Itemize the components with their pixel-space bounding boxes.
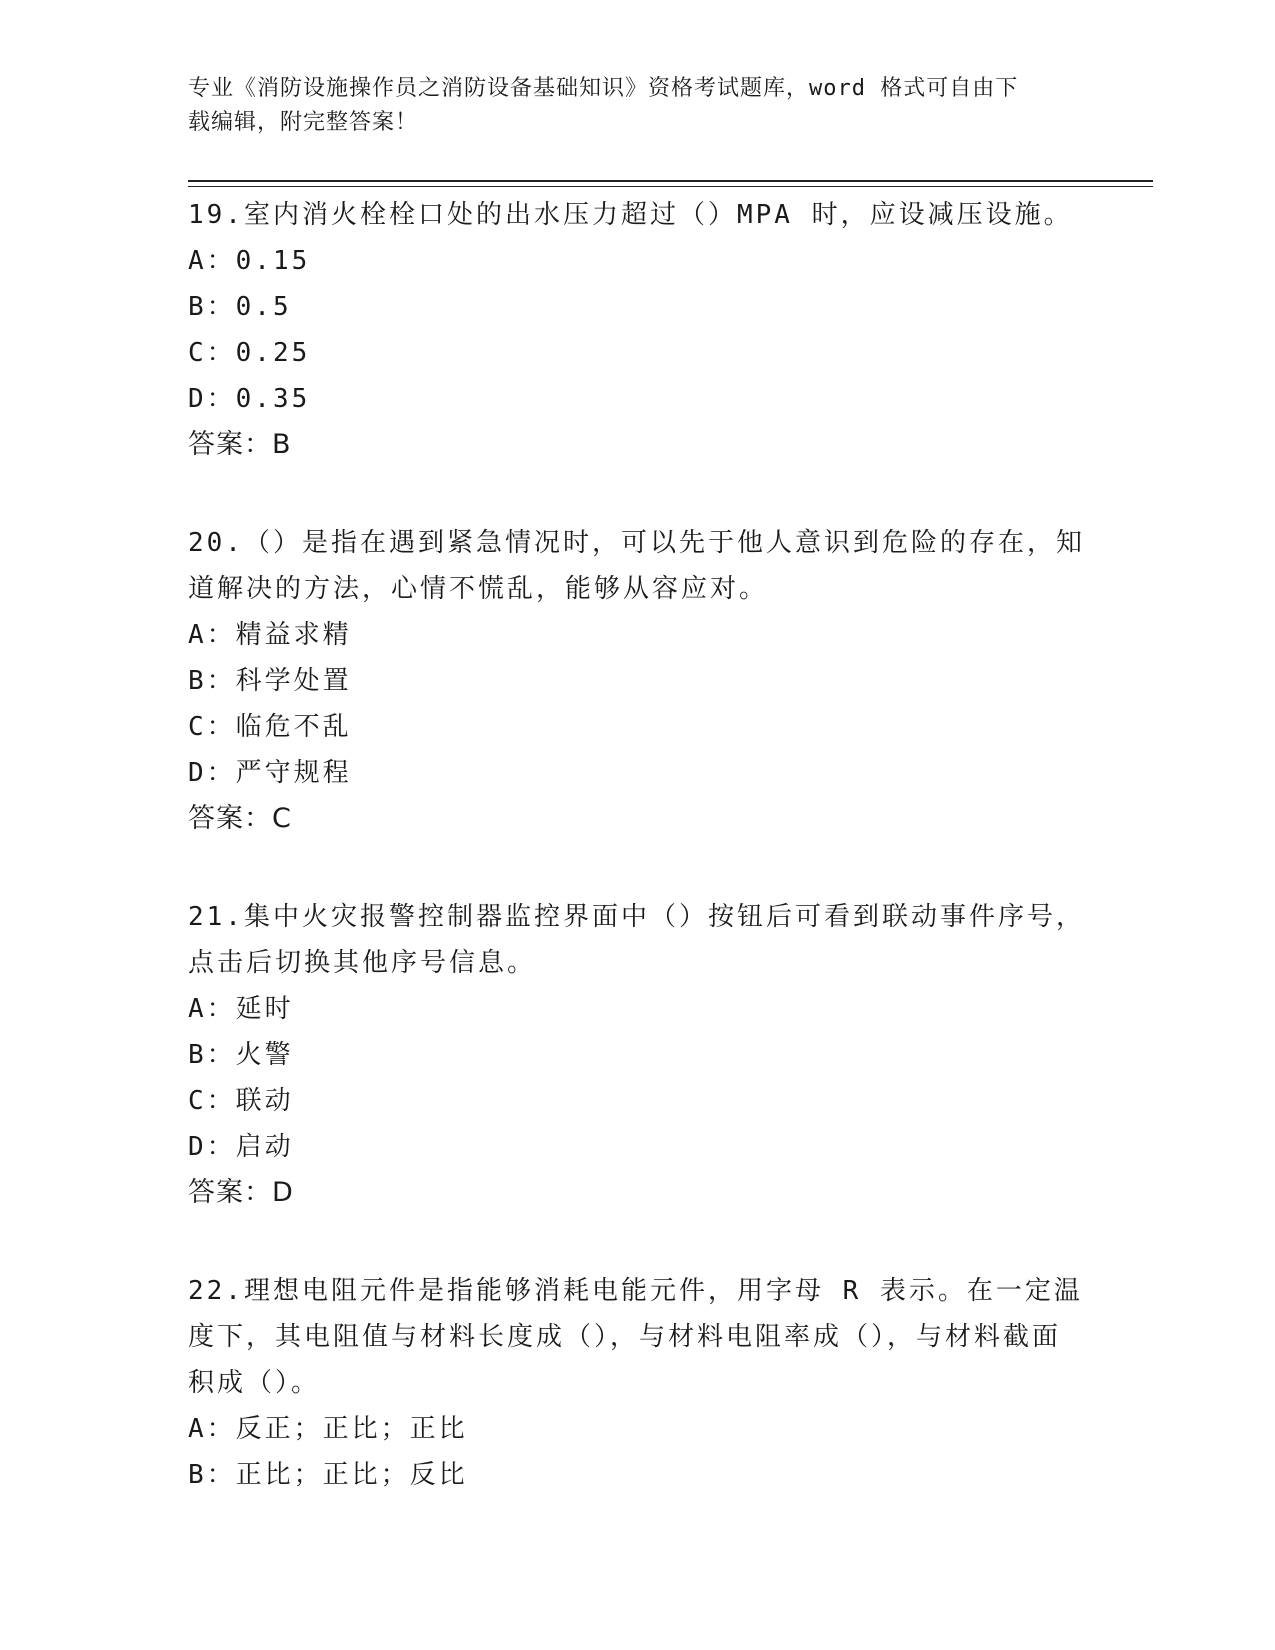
- header-line-1: 专业《消防设施操作员之消防设备基础知识》资格考试题库，word 格式可自由下: [188, 76, 1019, 101]
- option-letter: B：: [188, 1460, 236, 1490]
- header-divider-bottom: [188, 186, 1153, 187]
- option-letter: B：: [188, 292, 236, 322]
- header-divider-top: [188, 180, 1153, 182]
- question-22: [188, 1268, 1088, 1498]
- option-value: 联动: [235, 1086, 294, 1116]
- option-a: [188, 238, 1088, 284]
- option-value: 启动: [235, 1132, 294, 1162]
- header-line-2: 载编辑，附完整答案！: [188, 110, 419, 135]
- option-letter: D：: [188, 758, 236, 788]
- option-a: [188, 612, 1088, 658]
- option-letter: A：: [188, 620, 236, 650]
- option-letter: C：: [188, 338, 236, 368]
- option-value: 临危不乱: [235, 712, 352, 742]
- option-letter: A：: [188, 994, 236, 1024]
- option-c: [188, 1078, 1088, 1124]
- option-b: [188, 284, 1088, 330]
- option-b: [188, 1032, 1088, 1078]
- option-a: [188, 986, 1088, 1032]
- question-text: 21.集中火灾报警控制器监控界面中（）按钮后可看到联动事件序号，点击后切换其他序号信息。: [188, 902, 1085, 978]
- answer-line: 答案：B: [188, 429, 292, 460]
- question-text: 19.室内消火栓栓口处的出水压力超过（）MPA 时，应设减压设施。: [188, 200, 1073, 230]
- option-b: [188, 1452, 1088, 1498]
- option-a: [188, 1406, 1088, 1452]
- option-value: 0.15: [235, 246, 311, 276]
- document-header: [188, 72, 1068, 140]
- option-letter: D：: [188, 1132, 236, 1162]
- option-b: [188, 658, 1088, 704]
- option-value: 反正；正比；正比: [235, 1414, 468, 1444]
- answer-line: 答案：D: [188, 1177, 294, 1208]
- question-20: [188, 520, 1088, 842]
- question-21: [188, 894, 1088, 1216]
- question-19: [188, 192, 1088, 468]
- option-d: [188, 376, 1088, 422]
- option-c: [188, 704, 1088, 750]
- option-value: 精益求精: [235, 620, 352, 650]
- option-d: [188, 1124, 1088, 1170]
- answer-line: 答案：C: [188, 803, 292, 834]
- option-letter: C：: [188, 1086, 236, 1116]
- option-letter: A：: [188, 1414, 236, 1444]
- option-value: 火警: [235, 1040, 294, 1070]
- option-value: 科学处置: [235, 666, 352, 696]
- option-value: 延时: [235, 994, 294, 1024]
- option-value: 正比；正比；反比: [235, 1460, 468, 1490]
- question-text: 20.（）是指在遇到紧急情况时，可以先于他人意识到危险的存在，知道解决的方法，心情不慌乱，能够从容应对。: [188, 528, 1085, 604]
- option-d: [188, 750, 1088, 796]
- question-text: 22.理想电阻元件是指能够消耗电能元件，用字母 R 表示。在一定温度下，其电阻值与材料长度成（），与材料电阻率成（），与材料截面积成（）。: [188, 1276, 1083, 1398]
- question-list: [188, 192, 1088, 1550]
- option-value: 0.25: [235, 338, 311, 368]
- option-letter: B：: [188, 666, 236, 696]
- option-letter: A：: [188, 246, 236, 276]
- option-value: 0.5: [235, 292, 292, 322]
- option-value: 严守规程: [235, 758, 352, 788]
- option-c: [188, 330, 1088, 376]
- option-letter: C：: [188, 712, 236, 742]
- option-letter: B：: [188, 1040, 236, 1070]
- option-value: 0.35: [235, 384, 311, 414]
- option-letter: D：: [188, 384, 236, 414]
